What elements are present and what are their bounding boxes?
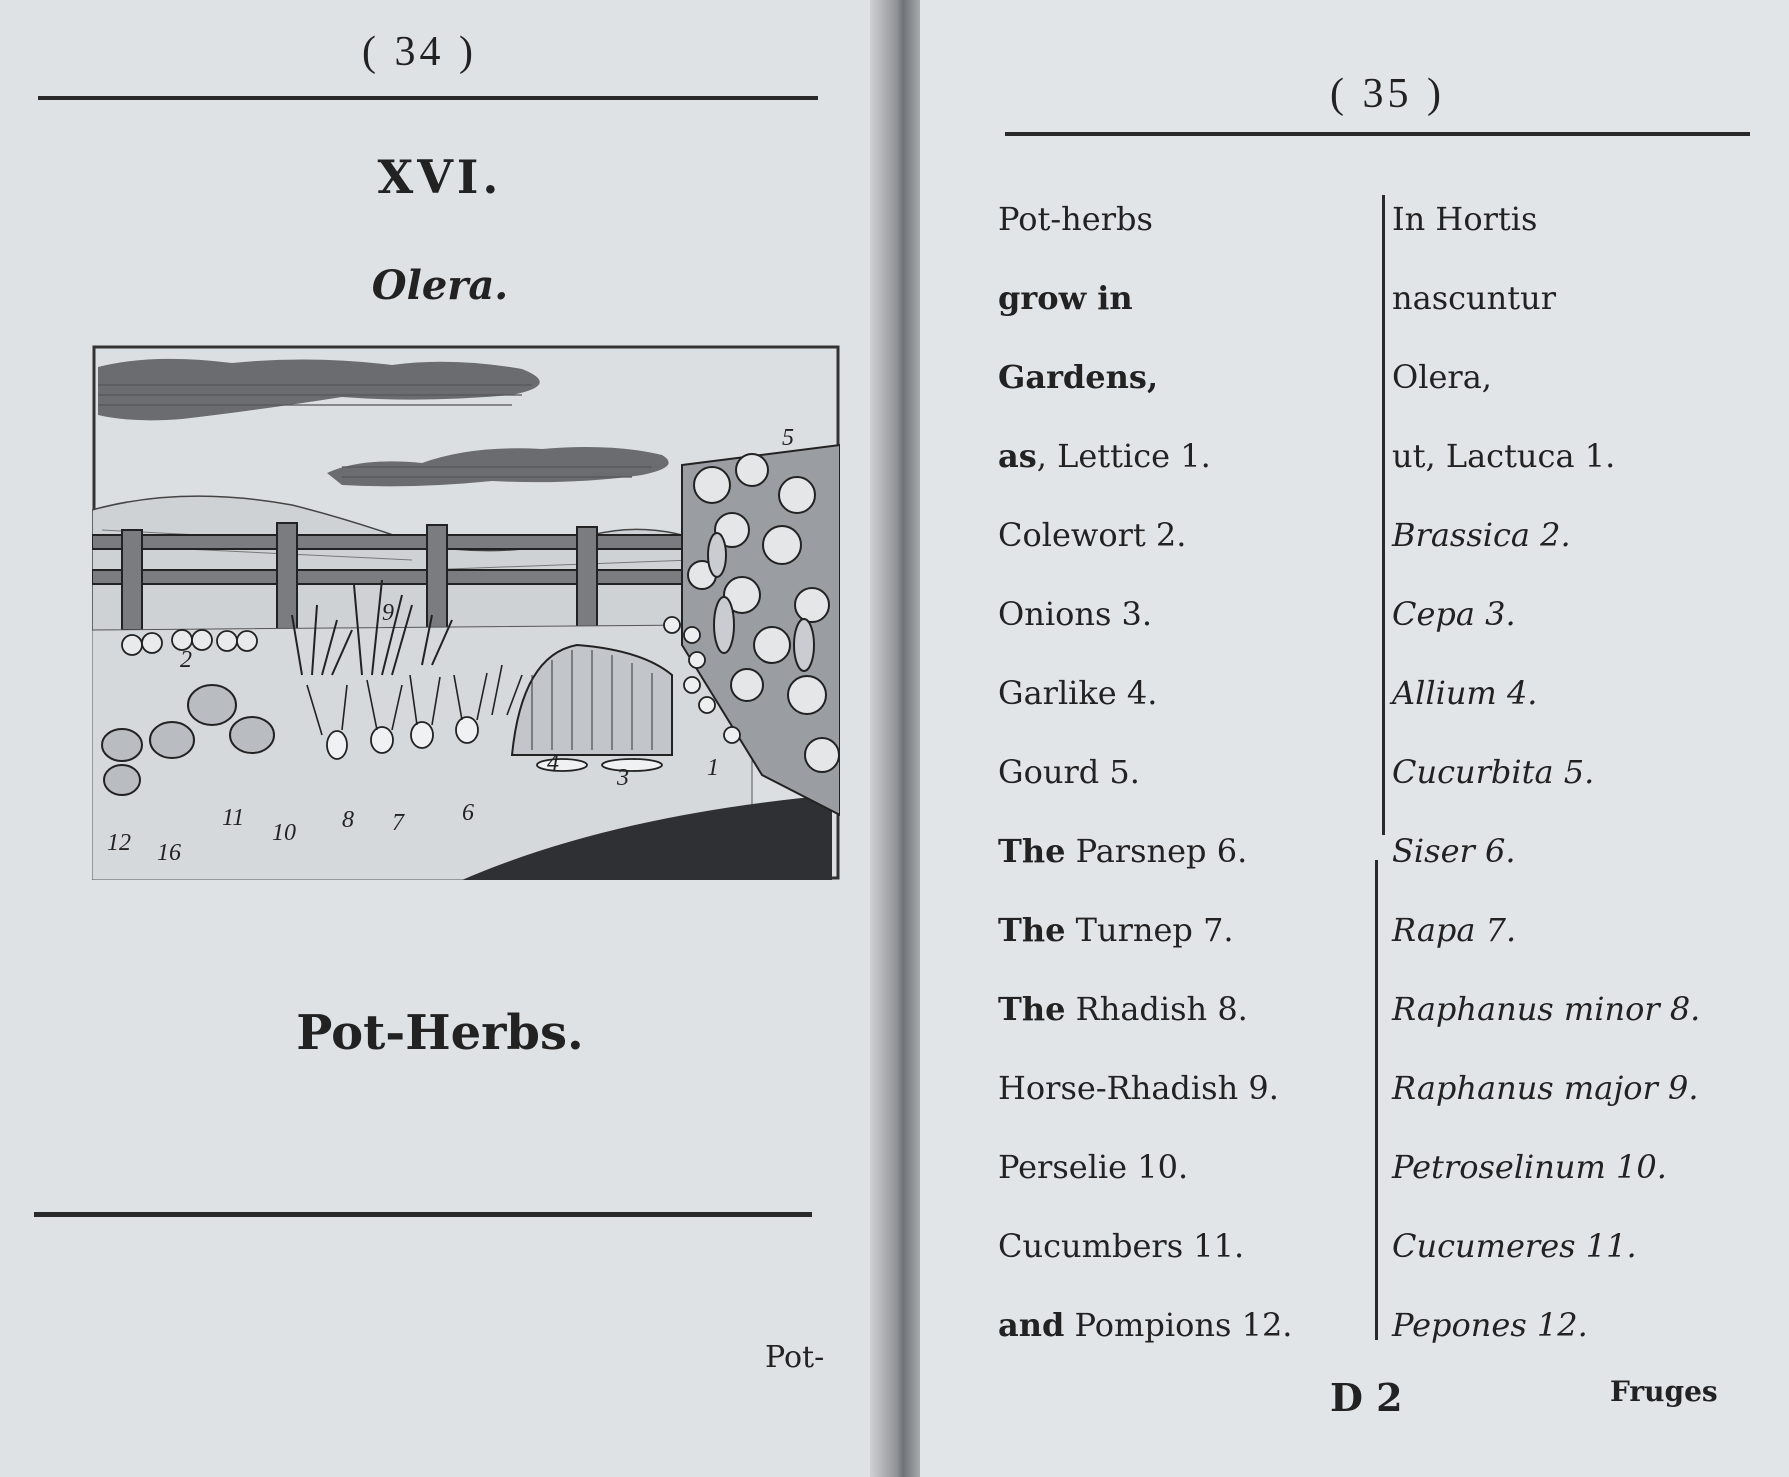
latin-line: Raphanus minor 8. [1392,990,1701,1028]
blackletter-word: and [998,1306,1065,1344]
blackletter-word: The [998,990,1066,1028]
latin-line: Siser 6. [1392,832,1516,870]
footer-rule-left [34,1212,812,1217]
english-line [998,496,1298,575]
latin-line: ut, Lactuca 1. [1392,437,1616,475]
woodcut-number: 8 [342,807,354,833]
signature-mark: D 2 [1330,1375,1403,1420]
latin-line: Brassica 2. [1392,516,1571,554]
english-text: Colewort 2. [998,516,1187,554]
english-text: Turnep 7. [1065,911,1234,949]
english-line [998,417,1298,496]
catchword-left: Pot- [765,1340,825,1375]
latin-column [1392,180,1772,1365]
english-line [998,891,1298,970]
english-column [998,180,1298,1365]
english-line [998,1128,1298,1207]
latin-line: Petroselinum 10. [1392,1148,1667,1186]
latin-line: Cucumeres 11. [1392,1227,1637,1265]
latin-title: Olera. [371,262,509,309]
blackletter-word: grow in [998,279,1133,317]
woodcut-number: 5 [782,425,794,451]
english-text: Pot-herbs [998,200,1153,238]
woodcut-number: 4 [547,750,559,776]
column-divider [1375,860,1378,1340]
latin-line: Cucurbita 5. [1392,753,1595,791]
page-number-left: ( 34 ) [362,29,477,75]
woodcut-illustration [92,345,840,880]
chapter-number: XVI. [377,150,503,204]
english-line [998,970,1298,1049]
woodcut-number: 11 [222,805,245,831]
woodcut-number: 9 [382,600,394,626]
header-rule-right [1005,132,1750,136]
english-text: Rhadish 8. [1065,990,1248,1028]
english-line [998,338,1298,417]
latin-line: Pepones 12. [1392,1306,1588,1344]
blackletter-word: The [998,832,1066,870]
woodcut-number: 3 [617,765,629,791]
english-line [998,575,1298,654]
woodcut-number: 1 [707,755,719,781]
english-text: Onions 3. [998,595,1153,633]
catchword-right: Fruges [1610,1375,1718,1408]
english-text: Horse-Rhadish 9. [998,1069,1279,1107]
english-text: Cucumbers 11. [998,1227,1245,1265]
woodcut-number: 16 [157,840,181,866]
left-page [0,0,880,1477]
latin-line: nascuntur [1392,279,1557,317]
woodcut-number: 2 [180,647,192,673]
english-text: , Lettice 1. [1036,437,1211,475]
english-text: Perselie 10. [998,1148,1189,1186]
english-line [998,1286,1298,1365]
english-line [998,180,1298,259]
blackletter-word: as [998,437,1037,475]
blackletter-word: Gardens, [998,358,1159,396]
latin-line: Olera, [1392,358,1492,396]
woodcut-number: 6 [462,800,474,826]
header-rule-left [38,96,818,100]
woodcut-number: 10 [272,820,296,846]
latin-line: Rapa 7. [1392,911,1517,949]
column-divider [1382,195,1385,835]
english-line [998,812,1298,891]
english-text: Pompions 12. [1064,1306,1293,1344]
english-line [998,1207,1298,1286]
woodcut-number: 12 [107,830,131,856]
latin-line: Allium 4. [1392,674,1538,712]
english-text: Gourd 5. [998,753,1140,791]
english-line [998,259,1298,338]
latin-line: In Hortis [1392,200,1538,238]
right-page [920,0,1789,1477]
english-line [998,654,1298,733]
english-line [998,1049,1298,1128]
woodcut-number: 7 [392,810,404,836]
english-line [998,733,1298,812]
page-number-right: ( 35 ) [1330,71,1445,117]
blackletter-word: The [998,911,1066,949]
english-text: Garlike 4. [998,674,1158,712]
latin-line: Cepa 3. [1392,595,1516,633]
latin-line: Raphanus major 9. [1392,1069,1699,1107]
english-title: Pot-Herbs. [296,1005,584,1061]
english-text: Parsnep 6. [1065,832,1248,870]
